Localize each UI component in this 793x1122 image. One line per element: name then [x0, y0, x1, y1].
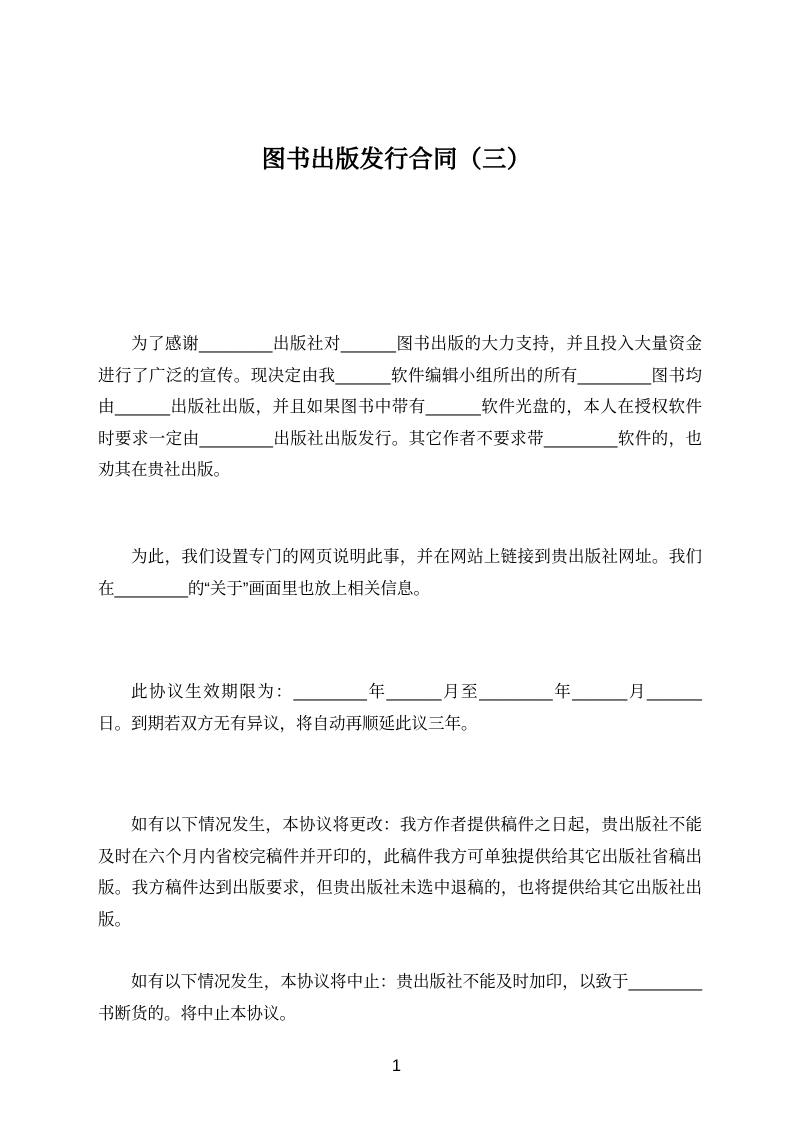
paragraph-webpage-link: 为此，我们设置专门的网页说明此事，并在网站上链接到贵出版社网址。我们在________的“关于”画面里也放上相关信息。 [98, 548, 702, 598]
paragraph-modification-terms: 如有以下情况发生，本协议将更改：我方作者提供稿件之日起，贵出版社不能及时在六个月内省校完稿件并开印的，此稿件我方可单独提供给其它出版社省稿出版。我方稿件达到出版要求，但贵出版社未选中退稿的，也将提供给其它出版社出版。 [98, 816, 702, 929]
paragraph-gratitude-publishing: 为了感谢________出版社对______图书出版的大力支持，并且投入大量资金进行了广泛的宣传。现决定由我______软件编辑小组所出的所有________图书均由______出版社出版，并且如果图书中带有______软件光盘的，本人在授权软件时要求一定由________出版社出版发行。其它作者不要求带________软件的，也劝其在贵社出版。 [98, 335, 702, 479]
paragraph-validity-period: 此协议生效期限为：________年______月至________年______月______日。到期若双方无有异议，将自动再顺延此议三年。 [98, 683, 702, 733]
paragraph-termination-terms: 如有以下情况发生，本协议将中止：贵出版社不能及时加印，以致于________书断货的。将中止本协议。 [98, 973, 702, 1023]
document-title: 图书出版发行合同（三） [261, 146, 532, 173]
page-number: 1 [391, 1057, 402, 1075]
